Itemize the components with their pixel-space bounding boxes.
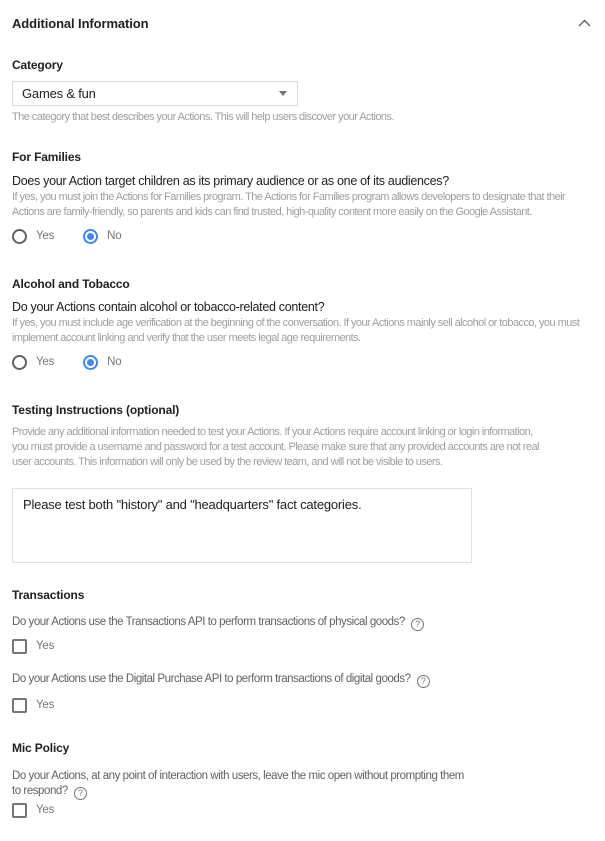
testing-instructions-helper-text: Provide any additional information needed to test your Actions. If your Actions require account linking or login information, you must provide a username and password for a test account. Please make sure that any provided accounts are not real user accounts. This information will only be used by the review team, and will not be visible to users. [12, 426, 539, 468]
checkbox-label: Yes [36, 804, 55, 816]
section-title: Additional Information [12, 15, 149, 31]
transactions-question-physical [12, 615, 596, 631]
alcohol-tobacco-radio-no[interactable] [83, 355, 121, 370]
help-icon[interactable]: ? [417, 675, 430, 688]
transactions-question-digital [12, 672, 596, 688]
radio-label: No [107, 356, 122, 368]
for-families-helper-text: If yes, you must join the Actions for Families program. The Actions for Families program allows developers to designate that their Actions are family-friendly, so parents and kids can find trusted, high-quality content more easily on the Google Assistant. [12, 191, 566, 218]
for-families-radio-yes[interactable] [12, 229, 54, 244]
alcohol-tobacco-radio-yes[interactable] [12, 355, 54, 370]
help-icon[interactable]: ? [411, 618, 424, 631]
testing-instructions-input[interactable] [12, 488, 472, 563]
alcohol-tobacco-title: Alcohol and Tobacco [12, 277, 130, 291]
radio-unselected-icon [12, 355, 27, 370]
transactions-digital-checkbox-yes[interactable] [12, 698, 54, 713]
for-families-question: Does your Action target children as its primary audience or as one of its audiences? [12, 174, 449, 188]
section-header [12, 0, 596, 31]
alcohol-tobacco-question: Do your Actions contain alcohol or tobacco-related content? [12, 300, 325, 314]
category-selected-value: Games & fun [22, 86, 96, 101]
radio-unselected-icon [12, 229, 27, 244]
category-label: Category [12, 58, 63, 72]
alcohol-tobacco-radio-group [12, 354, 596, 370]
mic-policy-checkbox-row [12, 802, 596, 818]
for-families-title: For Families [12, 150, 81, 164]
question-text: Do your Actions, at any point of interaction with users, leave the mic open without prompting them to respond? [12, 770, 464, 797]
radio-selected-icon [83, 229, 98, 244]
category-helper-text: The category that best describes your Actions. This will help users discover your Actions. [12, 111, 394, 123]
alcohol-tobacco-helper-text: If yes, you must include age verification at the beginning of the conversation. If your Actions mainly sell alcohol or tobacco, you must implement account linking and verify that the user meets legal age requirements. [12, 317, 580, 344]
chevron-up-icon [578, 19, 591, 27]
transactions-physical-checkbox-row [12, 638, 596, 654]
testing-instructions-title: Testing Instructions (optional) [12, 403, 180, 417]
transactions-title: Transactions [12, 588, 85, 602]
transactions-physical-checkbox-yes[interactable] [12, 639, 54, 654]
mic-policy-checkbox-yes[interactable] [12, 803, 54, 818]
checkbox-unchecked-icon [12, 803, 27, 818]
radio-selected-icon [83, 355, 98, 370]
radio-label: No [107, 230, 122, 242]
arrow-drop-down-icon [279, 91, 287, 96]
radio-label: Yes [36, 356, 55, 368]
checkbox-label: Yes [36, 640, 55, 652]
mic-policy-question [12, 769, 474, 800]
checkbox-unchecked-icon [12, 698, 27, 713]
question-text: Do your Actions use the Digital Purchase API to perform transactions of digital goods? [12, 673, 411, 685]
radio-label: Yes [36, 230, 55, 242]
help-icon[interactable]: ? [74, 787, 87, 800]
checkbox-unchecked-icon [12, 639, 27, 654]
for-families-radio-no[interactable] [83, 229, 121, 244]
transactions-digital-checkbox-row [12, 697, 596, 713]
collapse-section-button[interactable] [574, 15, 594, 31]
question-text: Do your Actions use the Transactions API to perform transactions of physical goods? [12, 616, 405, 628]
category-select[interactable] [12, 81, 298, 106]
mic-policy-title: Mic Policy [12, 741, 70, 755]
checkbox-label: Yes [36, 699, 55, 711]
for-families-radio-group [12, 228, 596, 244]
